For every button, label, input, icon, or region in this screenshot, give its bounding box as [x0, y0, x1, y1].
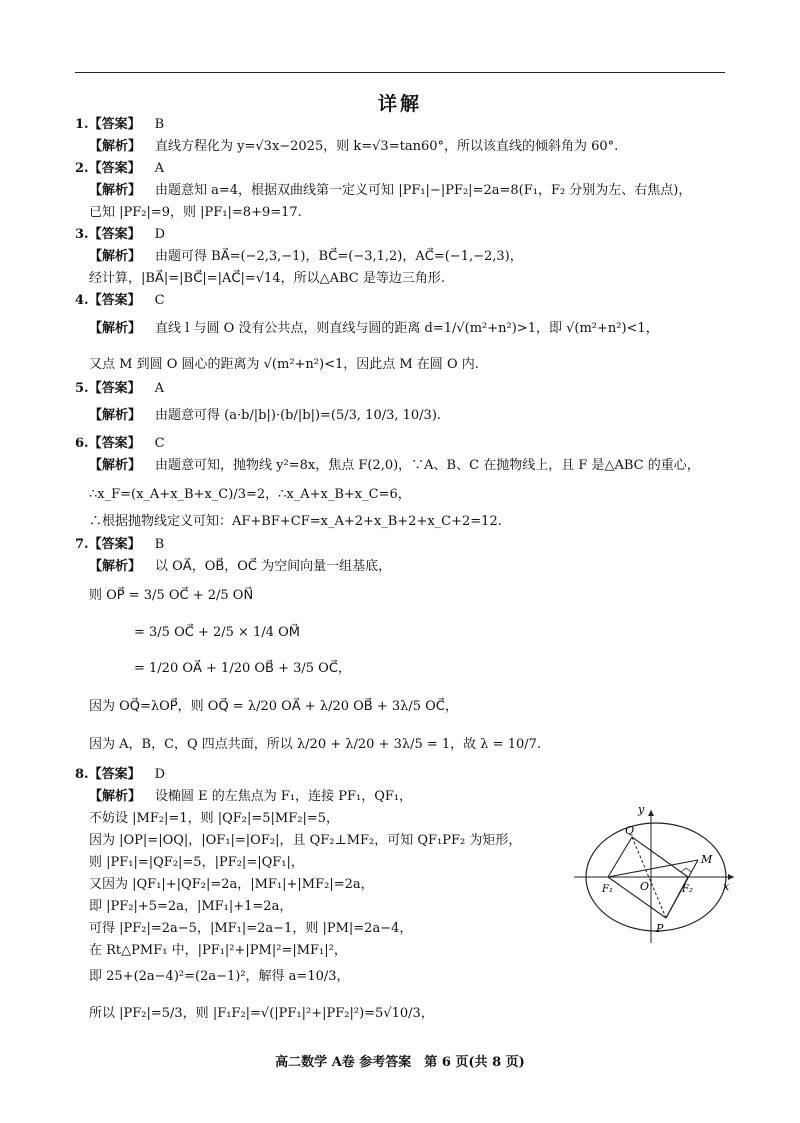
q2-analysis-0: 由题意知 a=4，根据双曲线第一定义可知 |PF₁|−|PF₂|=2a=8(F₁，F₂ 分别为左、右焦点)， [155, 183, 692, 198]
label-F1: F₁ [602, 884, 613, 895]
q6-analysis-line [89, 457, 700, 475]
q2-analysis-1: 已知 |PF₂|=9，则 |PF₁|=8+9=17. [89, 205, 302, 220]
label-P: P [656, 922, 664, 935]
q8-answer-tag: 【答案】 [88, 767, 141, 782]
q7-analysis-0: 以 OA⃗，OB⃗，OC⃗ 为空间向量一组基底， [155, 559, 392, 574]
q2-analysis-tag: 【解析】 [89, 183, 142, 198]
q6-analysis-tag: 【解析】 [89, 458, 142, 473]
q4-answer-line [75, 292, 165, 310]
q7-analysis-1: 则 OP⃗ = 3/5 OC⃗ + 2/5 ON⃗ [89, 588, 254, 603]
q8-answer-line [75, 766, 165, 784]
q8-number: 8. [75, 767, 89, 782]
label-F2: F₂ [682, 884, 693, 895]
header-rule [75, 72, 725, 73]
q4-analysis-1: 又点 M 到圆 O 圆心的距离为 √(m²+n²)<1，因此点 M 在圆 O 内. [89, 357, 479, 372]
q8-analysis-9: 所以 |PF₂|=5/3，则 |F₁F₂|=√(|PF₁|²+|PF₂|²)=5√10/3， [89, 1006, 434, 1021]
q1-answer: B [154, 117, 165, 132]
q8-analysis-1: 不妨设 |MF₂|=1，则 |QF₂|=5|MF₂|=5， [89, 811, 340, 826]
q5-analysis-0: 由题意可得 (a·b/|b|)·(b/|b|)=(5/3, 10/3, 10/3). [155, 408, 442, 423]
q7-analysis-3: = 1/20 OA⃗ + 1/20 OB⃗ + 3/5 OC⃗， [134, 661, 351, 676]
page-title: 详解 [377, 93, 422, 115]
q2-answer: A [154, 161, 164, 176]
q8-analysis-8: 即 25+(2a−4)²=(2a−1)²，解得 a=10/3， [89, 969, 350, 984]
q3-analysis-0: 由题可得 BA⃗=(−2,3,−1)，BC⃗=(−3,1,2)，AC⃗=(−1,−2,3)， [155, 249, 523, 264]
q6-analysis-1: ∴x_F=(x_A+x_B+x_C)/3=2，∴x_A+x_B+x_C=6， [89, 487, 411, 502]
q8-answer: D [154, 767, 166, 782]
q4-answer: C [154, 293, 165, 308]
q1-analysis-0: 直线方程化为 y=√3x−2025，则 k=√3=tan60°，所以该直线的倾斜角为 60°. [155, 139, 619, 154]
q1-answer-tag: 【答案】 [88, 117, 141, 132]
q3-number: 3. [75, 227, 89, 242]
q4-analysis-line [89, 320, 659, 338]
q7-analysis-5: 因为 A，B，C，Q 四点共面，所以 λ/20 + λ/20 + 3λ/5 = 1，故 λ = 10/7. [89, 737, 542, 752]
q8-analysis-2: 因为 |OP|=|OQ|，|OF₁|=|OF₂|，且 QF₂⊥MF₂，可知 QF₁PF₂ 为矩形， [89, 833, 522, 848]
label-O: O [640, 880, 650, 893]
q5-number: 5. [75, 381, 89, 396]
q1-answer-line [75, 116, 164, 134]
q8-analysis-5: 即 |PF₂|+5=2a，|MF₁|+1=2a， [89, 899, 293, 914]
q4-number: 4. [75, 293, 89, 308]
segment-QF1 [608, 837, 632, 877]
q1-analysis-line [89, 138, 618, 156]
q5-answer: A [154, 381, 164, 396]
q7-analysis-tag: 【解析】 [89, 559, 142, 574]
q3-answer-line [75, 226, 165, 244]
q7-answer-line [75, 536, 164, 554]
label-y: y [638, 806, 645, 816]
label-x: x [723, 880, 730, 893]
q6-answer-tag: 【答案】 [88, 436, 141, 451]
q5-analysis-line [89, 407, 441, 425]
y-axis-arrow-icon [648, 810, 654, 816]
q6-answer-line [75, 435, 165, 453]
q8-analysis-6: 可得 |PF₂|=2a−5，|MF₁|=2a−1，则 |PM|=2a−4， [89, 921, 413, 936]
q7-analysis-2: = 3/5 OC⃗ + 2/5 × 1/4 OM⃗ [134, 625, 300, 640]
q8-analysis-0: 设椭圆 E 的左焦点为 F₁，连接 PF₁，QF₁， [155, 789, 413, 804]
q7-analysis-line [89, 558, 391, 576]
ellipse-diagram [570, 806, 740, 946]
right-angle-mark [681, 868, 691, 872]
q6-number: 6. [75, 436, 89, 451]
q1-number: 1. [75, 117, 89, 132]
q8-analysis-tag: 【解析】 [89, 789, 142, 804]
q2-number: 2. [75, 161, 89, 176]
q4-analysis-tag: 【解析】 [89, 321, 142, 336]
q7-number: 7. [75, 537, 89, 552]
label-M: M [701, 853, 713, 866]
q4-analysis-0: 直线 l 与圆 O 没有公共点，则直线与圆的距离 d=1/√(m²+n²)>1，即 √(m²+n²)<1， [155, 321, 659, 336]
q6-analysis-0: 由题意可知，抛物线 y²=8x，焦点 F(2,0)，∵A、B、C 在抛物线上，且 F 是△ABC 的重心， [155, 458, 700, 473]
q3-analysis-line [89, 248, 523, 266]
q6-answer: C [154, 436, 165, 451]
q8-analysis-7: 在 Rt△PMF₁ 中，|PF₁|²+|PM|²=|MF₁|²， [89, 943, 347, 958]
q7-analysis-4: 因为 OQ⃗=λOP⃗，则 OQ⃗ = λ/20 OA⃗ + λ/20 OB⃗ + 3λ/5 OC⃗， [89, 699, 458, 714]
q5-analysis-tag: 【解析】 [89, 408, 142, 423]
label-Q: Q [625, 824, 635, 837]
q7-answer-tag: 【答案】 [88, 537, 141, 552]
q3-analysis-tag: 【解析】 [89, 249, 142, 264]
q8-analysis-4: 又因为 |QF₁|+|QF₂|=2a，|MF₁|+|MF₂|=2a， [89, 877, 374, 892]
q3-analysis-1: 经计算，|BA⃗|=|BC⃗|=|AC⃗|=√14，所以△ABC 是等边三角形. [89, 271, 445, 286]
q5-answer-tag: 【答案】 [88, 381, 141, 396]
q2-analysis-line [89, 182, 691, 200]
q7-answer: B [154, 537, 165, 552]
q5-answer-line [75, 380, 164, 398]
q2-answer-tag: 【答案】 [88, 161, 141, 176]
q2-answer-line [75, 160, 164, 178]
q3-answer: D [154, 227, 166, 242]
page-footer: 高二数学 A卷 参考答案 第 6 页(共 8 页) [275, 1055, 525, 1070]
q3-answer-tag: 【答案】 [88, 227, 141, 242]
q8-analysis-3: 则 |PF₁|=|QF₂|=5，|PF₂|=|QF₁|， [89, 855, 304, 870]
q1-analysis-tag: 【解析】 [89, 139, 142, 154]
q8-analysis-line [89, 788, 412, 806]
q4-answer-tag: 【答案】 [88, 293, 141, 308]
q6-analysis-2: ∴根据抛物线定义可知：AF+BF+CF=x_A+2+x_B+2+x_C+2=12. [89, 514, 502, 529]
